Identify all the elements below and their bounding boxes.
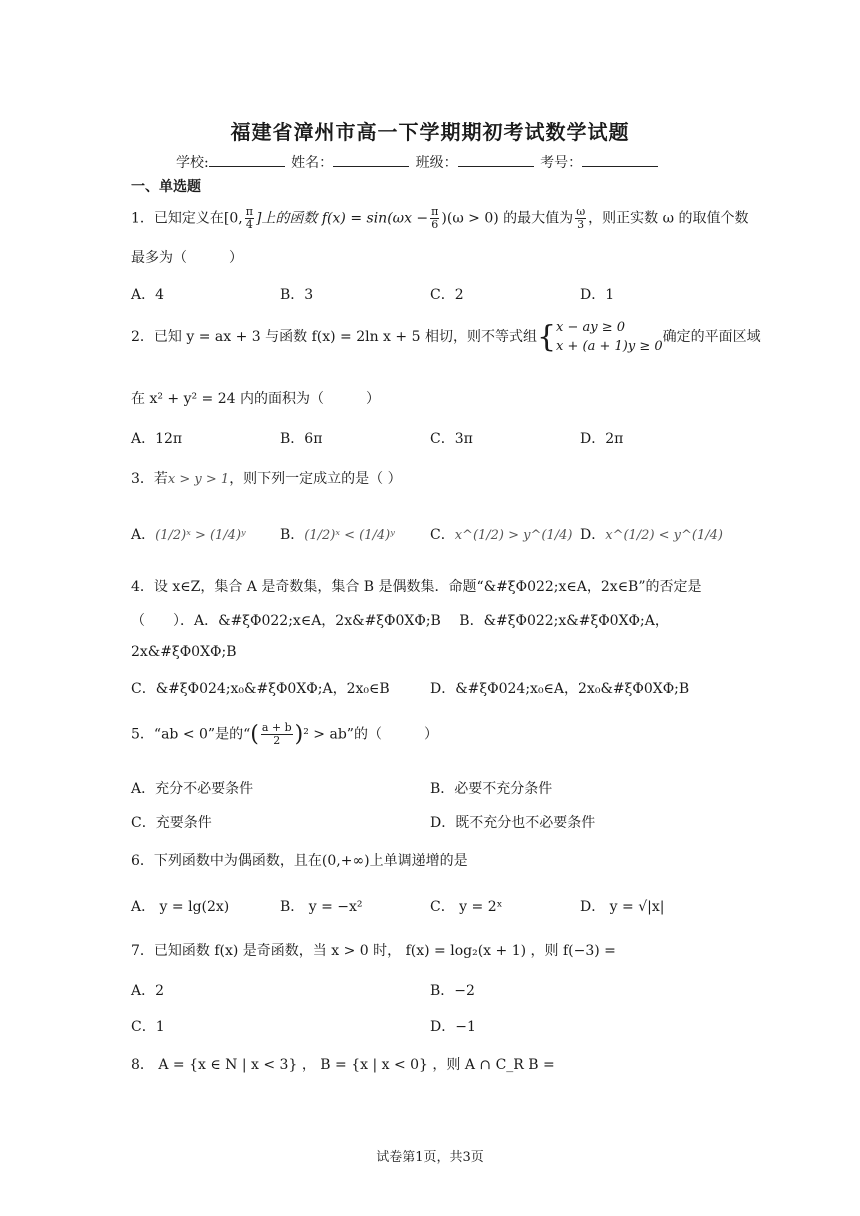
q3-option-d-expr: x^(1/2) < y^(1/4) bbox=[605, 528, 723, 543]
q1-frac-3-den: 3 bbox=[577, 218, 585, 231]
q4-stem-line-1: 4．设 x∈Z，集合 A 是奇数集，集合 B 是偶数集．命题“&#ξΦ022;x∈A，2x∈B”的否定是 bbox=[131, 579, 702, 595]
q3-option-b-label: B． bbox=[280, 527, 305, 543]
page-title: 福建省漳州市高一下学期期初考试数学试题 bbox=[230, 120, 630, 144]
q2-option-d[interactable]: D．2π bbox=[580, 431, 624, 447]
q1-text-c: )(ω > 0) 的最大值为 bbox=[441, 210, 574, 227]
q5-paren-open: ( bbox=[250, 722, 259, 747]
q3-condition: x > y > 1 bbox=[167, 472, 230, 487]
school-blank[interactable] bbox=[209, 154, 285, 167]
q5-frac-num: a + b bbox=[261, 721, 292, 734]
school-label: 学校: bbox=[176, 155, 209, 171]
q3-option-a-expr: (1/2)ˣ > (1/4)ʸ bbox=[155, 528, 246, 543]
q5-text-b: ² > ab”的（ ） bbox=[303, 726, 438, 743]
q7-option-b[interactable]: B．−2 bbox=[430, 983, 475, 999]
q3-option-c-label: C． bbox=[430, 527, 455, 543]
q4-stem-line-2: （ ）．A．&#ξΦ022;x∈A，2x&#ξΦ0XΦ;B B．&#ξΦ022;x&#ξΦ0XΦ;A， bbox=[131, 613, 669, 629]
q1-frac-2-den: 6 bbox=[431, 218, 439, 231]
q1-option-a[interactable]: A．4 bbox=[131, 287, 165, 303]
q7-option-d[interactable]: D．−1 bbox=[430, 1019, 476, 1035]
class-label: 班级： bbox=[415, 155, 458, 171]
q5-option-d[interactable]: D．既不充分也不必要条件 bbox=[430, 815, 596, 831]
q1-text-a: 1．已知定义在[0, bbox=[131, 210, 243, 227]
q7-option-a[interactable]: A．2 bbox=[131, 983, 165, 999]
q5-paren-close: ) bbox=[294, 722, 304, 747]
q7-option-c[interactable]: C．1 bbox=[131, 1019, 165, 1035]
q6-option-d[interactable]: D． y = √|x| bbox=[580, 899, 665, 915]
q1-frac-1 bbox=[245, 206, 254, 231]
q6-stem: 6．下列函数中为偶函数，且在(0,+∞)上单调递增的是 bbox=[131, 853, 468, 869]
q1-frac-2-num: π bbox=[431, 205, 439, 218]
q1-frac-2 bbox=[430, 206, 439, 231]
class-blank[interactable] bbox=[458, 154, 534, 167]
q4-stem-line-3: 2x&#ξΦ0XΦ;B bbox=[131, 644, 237, 660]
q5-stem bbox=[131, 722, 438, 747]
q1-option-d[interactable]: D．1 bbox=[580, 287, 615, 303]
q1-stem-cont: 最多为（ ） bbox=[131, 250, 243, 266]
q1-stem bbox=[131, 206, 749, 231]
q2-option-c[interactable]: C．3π bbox=[430, 431, 473, 447]
q6-option-a[interactable]: A． y = lg(2x) bbox=[131, 899, 230, 915]
q1-text-b: ]上的函数 f(x) = sin(ωx − bbox=[255, 210, 429, 227]
q1-option-c[interactable]: C．2 bbox=[430, 287, 464, 303]
q3-text-b: ，则下列一定成立的是（ ） bbox=[229, 471, 402, 487]
q2-ineq-1: x − ay ≥ 0 bbox=[556, 320, 626, 335]
q2-option-a[interactable]: A．12π bbox=[131, 431, 183, 447]
q2-ineq-2: x + (a + 1)y ≥ 0 bbox=[556, 339, 663, 354]
q5-frac bbox=[261, 722, 293, 747]
q5-option-a[interactable]: A．充分不必要条件 bbox=[131, 781, 254, 797]
section-heading: 一、单选题 bbox=[131, 179, 201, 195]
q2-stem-cont: 在 x² + y² = 24 内的面积为（ ） bbox=[131, 391, 381, 407]
q5-frac-den: 2 bbox=[273, 734, 281, 747]
q3-option-c-expr: x^(1/2) > y^(1/4) bbox=[454, 528, 573, 543]
q2-stem bbox=[131, 318, 761, 356]
q1-frac-1-den: 4 bbox=[245, 218, 253, 231]
q3-option-a-label: A． bbox=[131, 527, 156, 543]
exam-no-blank[interactable] bbox=[582, 154, 658, 167]
q1-frac-1-num: π bbox=[245, 205, 253, 218]
q1-frac-3 bbox=[575, 206, 586, 231]
page-footer: 试卷第1页，共3页 bbox=[376, 1150, 484, 1165]
q3-option-d-label: D． bbox=[580, 527, 606, 543]
q2-text-b: 确定的平面区域 bbox=[662, 329, 761, 345]
q4-option-d[interactable]: D．&#ξΦ024;x₀∈A，2x₀&#ξΦ0XΦ;B bbox=[430, 681, 690, 697]
q5-option-c[interactable]: C．充要条件 bbox=[131, 815, 212, 831]
q5-option-b[interactable]: B．必要不充分条件 bbox=[430, 781, 553, 797]
q4-option-c[interactable]: C．&#ξΦ024;x₀&#ξΦ0XΦ;A，2x₀∈B bbox=[131, 681, 390, 697]
q1-frac-3-num: ω bbox=[576, 205, 586, 218]
q3-option-d[interactable] bbox=[580, 524, 723, 544]
name-blank[interactable] bbox=[333, 154, 409, 167]
q8-stem: 8． A = {x ∈ N | x < 3} ， B = {x | x < 0} ，则 A ∩ C_R B = bbox=[131, 1057, 555, 1073]
name-label: 姓名： bbox=[291, 155, 334, 171]
q3-option-a[interactable] bbox=[131, 524, 246, 544]
exam-no-label: 考号： bbox=[540, 155, 583, 171]
q2-system-brace: { bbox=[536, 319, 557, 355]
q2-text-a: 2．已知 y = ax + 3 与函数 f(x) = 2ln x + 5 相切，则不等式组 bbox=[131, 329, 537, 345]
q3-option-b[interactable] bbox=[280, 524, 395, 544]
q3-text-a: 3．若 bbox=[131, 471, 168, 487]
q1-text-d: ，则正实数 ω 的取值个数 bbox=[588, 210, 749, 227]
q7-stem: 7．已知函数 f(x) 是奇函数，当 x > 0 时， f(x) = log₂(x + 1) ，则 f(−3) = bbox=[131, 943, 616, 959]
q6-option-b[interactable]: B． y = −x² bbox=[280, 899, 363, 915]
q3-option-c[interactable] bbox=[430, 524, 572, 544]
q2-option-b[interactable]: B．6π bbox=[280, 431, 323, 447]
q3-option-b-expr: (1/2)ˣ < (1/4)ʸ bbox=[304, 528, 395, 543]
q6-option-c[interactable]: C． y = 2ˣ bbox=[430, 899, 503, 915]
q1-option-b[interactable]: B．3 bbox=[280, 287, 314, 303]
student-info-fields bbox=[176, 152, 660, 172]
q5-text-a: 5．“ab < 0”是的“ bbox=[131, 726, 251, 743]
q3-stem bbox=[131, 468, 402, 488]
q2-inequality-system bbox=[556, 318, 663, 356]
